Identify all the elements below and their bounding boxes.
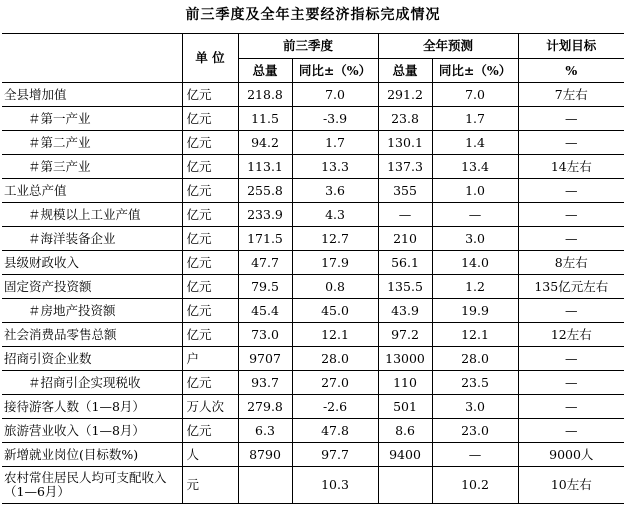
indicator-name: 固定资产投资额: [2, 275, 182, 299]
table-row: [2, 275, 624, 299]
table-row: [2, 443, 624, 467]
plan-cell: 135亿元左右: [518, 275, 624, 299]
year-yoy-cell: 28.0: [432, 347, 518, 371]
year-yoy-cell: 3.0: [432, 395, 518, 419]
year-yoy-cell: 23.0: [432, 419, 518, 443]
year-yoy-cell: 14.0: [432, 251, 518, 275]
q3-yoy-cell: 47.8: [292, 419, 378, 443]
indicator-name: ＃海洋装备企业: [2, 227, 182, 251]
table-body: [2, 34, 624, 504]
unit-cell: 亿元: [182, 275, 238, 299]
q3-total-cell: 45.4: [238, 299, 292, 323]
year-yoy-cell: 12.1: [432, 323, 518, 347]
plan-cell: —: [518, 131, 624, 155]
q3-total-cell: 6.3: [238, 419, 292, 443]
header-plan-pct: %: [518, 59, 624, 83]
q3-total-cell: 255.8: [238, 179, 292, 203]
q3-yoy-cell: 10.3: [292, 467, 378, 504]
indicator-name: 招商引资企业数: [2, 347, 182, 371]
indicator-name: 县级财政收入: [2, 251, 182, 275]
q3-total-cell: 93.7: [238, 371, 292, 395]
header-row-1: [2, 34, 624, 59]
table-row: [2, 227, 624, 251]
q3-yoy-cell: 12.7: [292, 227, 378, 251]
indicator-name: 接待游客人数（1—8月）: [2, 395, 182, 419]
q3-yoy-cell: 1.7: [292, 131, 378, 155]
unit-cell: 户: [182, 347, 238, 371]
q3-total-cell: 9707: [238, 347, 292, 371]
q3-total-cell: 233.9: [238, 203, 292, 227]
table-row: [2, 83, 624, 107]
economic-indicators-table: [2, 33, 624, 504]
q3-yoy-cell: 4.3: [292, 203, 378, 227]
unit-cell: 元: [182, 467, 238, 504]
indicator-name: 社会消费品零售总额: [2, 323, 182, 347]
indicator-name: 全县增加值: [2, 83, 182, 107]
indicator-name: ＃招商引企实现税收: [2, 371, 182, 395]
plan-cell: —: [518, 395, 624, 419]
indicator-name: 工业总产值: [2, 179, 182, 203]
table-row: [2, 347, 624, 371]
q3-yoy-cell: 7.0: [292, 83, 378, 107]
year-yoy-cell: 13.4: [432, 155, 518, 179]
year-total-cell: 9400: [378, 443, 432, 467]
header-year-yoy: 同比±（%）: [432, 59, 518, 83]
year-total-cell: 43.9: [378, 299, 432, 323]
q3-total-cell: [238, 467, 292, 504]
unit-cell: 亿元: [182, 251, 238, 275]
header-plan: 计划目标: [518, 34, 624, 59]
plan-cell: —: [518, 347, 624, 371]
unit-cell: 亿元: [182, 155, 238, 179]
q3-total-cell: 171.5: [238, 227, 292, 251]
q3-yoy-cell: 28.0: [292, 347, 378, 371]
plan-cell: 12左右: [518, 323, 624, 347]
year-total-cell: 130.1: [378, 131, 432, 155]
plan-cell: 7左右: [518, 83, 624, 107]
year-yoy-cell: 10.2: [432, 467, 518, 504]
table-row: [2, 299, 624, 323]
year-total-cell: 210: [378, 227, 432, 251]
indicator-name: 旅游营业收入（1—8月）: [2, 419, 182, 443]
indicator-name: 农村常住居民人均可支配收入（1—6月）: [2, 467, 182, 504]
table-row: [2, 371, 624, 395]
table-row: [2, 107, 624, 131]
q3-total-cell: 11.5: [238, 107, 292, 131]
q3-yoy-cell: 13.3: [292, 155, 378, 179]
table-row: [2, 395, 624, 419]
year-total-cell: 135.5: [378, 275, 432, 299]
year-total-cell: 501: [378, 395, 432, 419]
year-total-cell: 97.2: [378, 323, 432, 347]
year-total-cell: 13000: [378, 347, 432, 371]
year-total-cell: 291.2: [378, 83, 432, 107]
indicator-name: ＃房地产投资额: [2, 299, 182, 323]
table-title: 前三季度及全年主要经济指标完成情况: [185, 7, 441, 23]
unit-cell: 亿元: [182, 83, 238, 107]
table-row: [2, 467, 624, 504]
q3-total-cell: 218.8: [238, 83, 292, 107]
table-row: [2, 203, 624, 227]
year-yoy-cell: 3.0: [432, 227, 518, 251]
q3-total-cell: 94.2: [238, 131, 292, 155]
header-year: 全年预测: [378, 34, 518, 59]
year-yoy-cell: 7.0: [432, 83, 518, 107]
year-total-cell: —: [378, 203, 432, 227]
unit-cell: 亿元: [182, 131, 238, 155]
unit-cell: 亿元: [182, 203, 238, 227]
plan-cell: 8左右: [518, 251, 624, 275]
year-total-cell: 110: [378, 371, 432, 395]
year-total-cell: 355: [378, 179, 432, 203]
unit-cell: 亿元: [182, 371, 238, 395]
unit-cell: 亿元: [182, 323, 238, 347]
year-yoy-cell: 1.4: [432, 131, 518, 155]
plan-cell: 14左右: [518, 155, 624, 179]
plan-cell: 9000人: [518, 443, 624, 467]
header-q3: 前三季度: [238, 34, 378, 59]
plan-cell: —: [518, 107, 624, 131]
q3-total-cell: 73.0: [238, 323, 292, 347]
indicator-name: ＃规模以上工业产值: [2, 203, 182, 227]
plan-cell: —: [518, 371, 624, 395]
header-unit: 单 位: [182, 34, 238, 83]
indicator-name: ＃第一产业: [2, 107, 182, 131]
year-total-cell: 8.6: [378, 419, 432, 443]
year-yoy-cell: 23.5: [432, 371, 518, 395]
header-q3-total: 总量: [238, 59, 292, 83]
year-yoy-cell: 19.9: [432, 299, 518, 323]
year-total-cell: 137.3: [378, 155, 432, 179]
header-year-total: 总量: [378, 59, 432, 83]
q3-yoy-cell: 0.8: [292, 275, 378, 299]
plan-cell: —: [518, 203, 624, 227]
unit-cell: 人: [182, 443, 238, 467]
unit-cell: 万人次: [182, 395, 238, 419]
q3-total-cell: 79.5: [238, 275, 292, 299]
year-yoy-cell: 1.0: [432, 179, 518, 203]
q3-yoy-cell: 97.7: [292, 443, 378, 467]
unit-cell: 亿元: [182, 227, 238, 251]
indicator-name: 新增就业岗位(目标数%): [2, 443, 182, 467]
table-row: [2, 179, 624, 203]
q3-yoy-cell: 3.6: [292, 179, 378, 203]
year-yoy-cell: 1.7: [432, 107, 518, 131]
header-q3-yoy: 同比±（%）: [292, 59, 378, 83]
year-yoy-cell: 1.2: [432, 275, 518, 299]
q3-yoy-cell: -2.6: [292, 395, 378, 419]
year-total-cell: 56.1: [378, 251, 432, 275]
table-row: [2, 251, 624, 275]
q3-total-cell: 8790: [238, 443, 292, 467]
plan-cell: 10左右: [518, 467, 624, 504]
year-yoy-cell: —: [432, 443, 518, 467]
year-total-cell: 23.8: [378, 107, 432, 131]
table-row: [2, 131, 624, 155]
header-blank: [2, 34, 182, 83]
plan-cell: —: [518, 227, 624, 251]
unit-cell: 亿元: [182, 299, 238, 323]
table-row: [2, 323, 624, 347]
indicator-name: ＃第三产业: [2, 155, 182, 179]
indicator-name: ＃第二产业: [2, 131, 182, 155]
q3-yoy-cell: 27.0: [292, 371, 378, 395]
plan-cell: —: [518, 299, 624, 323]
q3-total-cell: 279.8: [238, 395, 292, 419]
plan-cell: —: [518, 179, 624, 203]
unit-cell: 亿元: [182, 179, 238, 203]
q3-yoy-cell: 17.9: [292, 251, 378, 275]
q3-yoy-cell: 45.0: [292, 299, 378, 323]
q3-total-cell: 113.1: [238, 155, 292, 179]
unit-cell: 亿元: [182, 419, 238, 443]
table-row: [2, 155, 624, 179]
plan-cell: —: [518, 419, 624, 443]
q3-yoy-cell: 12.1: [292, 323, 378, 347]
unit-cell: 亿元: [182, 107, 238, 131]
year-yoy-cell: —: [432, 203, 518, 227]
table-row: [2, 419, 624, 443]
year-total-cell: [378, 467, 432, 504]
q3-yoy-cell: -3.9: [292, 107, 378, 131]
q3-total-cell: 47.7: [238, 251, 292, 275]
